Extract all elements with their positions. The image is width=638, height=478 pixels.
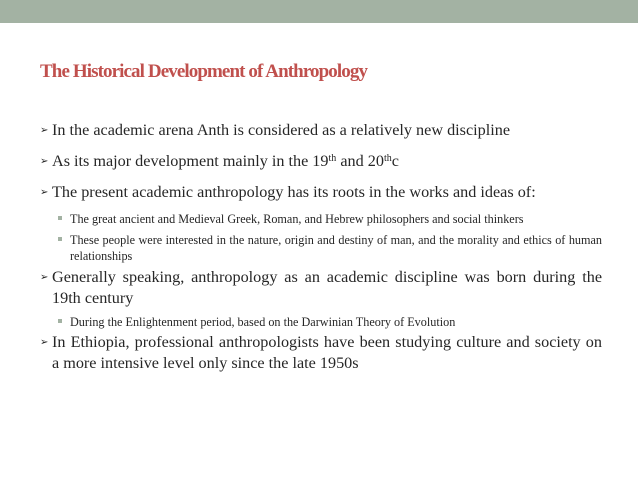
arrow-bullet-icon: ➢ [40, 337, 49, 348]
arrow-bullet-icon: ➢ [40, 156, 49, 167]
bullet-academic-arena [40, 120, 602, 141]
bullet-major-development [40, 151, 602, 172]
arrow-bullet-icon: ➢ [40, 125, 49, 136]
bullet-text-part: As its major development mainly in the 19 [52, 152, 329, 170]
bullet-text: The present academic anthropology has its roots in the works and ideas of: [52, 183, 536, 201]
sub-bullet-interested [70, 232, 602, 264]
bullet-text: Generally speaking, anthropology as an academic discipline was born during the 19th century [52, 268, 602, 307]
bullet-generally-speaking [40, 267, 602, 309]
bullet-text-part: and 20 [336, 152, 384, 170]
bullet-text-part: c [391, 152, 399, 170]
sub-bullet-philosophers [70, 211, 602, 227]
arrow-bullet-icon: ➢ [40, 272, 49, 283]
bullet-text: In Ethiopia, professional anthropologists have been studying culture and society on a more intensive level only since the late 1950s [52, 333, 602, 372]
bullet-ethiopia [40, 332, 602, 374]
slide-title: The Historical Development of Anthropology [40, 61, 368, 82]
arrow-bullet-icon: ➢ [40, 187, 49, 198]
slide-content [40, 120, 602, 374]
bullet-present-academic [40, 182, 602, 203]
sub-bullet-text: The great ancient and Medieval Greek, Roman, and Hebrew philosophers and social thinkers [70, 212, 524, 226]
square-bullet-icon [58, 319, 62, 323]
top-accent-band [0, 0, 638, 23]
square-bullet-icon [58, 216, 62, 220]
square-bullet-icon [58, 237, 62, 241]
superscript-th: th [383, 153, 392, 164]
sub-bullet-text: During the Enlightenment period, based on the Darwinian Theory of Evolution [70, 315, 456, 329]
sub-bullet-enlightenment [70, 314, 602, 330]
superscript-th: th [328, 153, 337, 164]
bullet-text: In the academic arena Anth is considered as a relatively new discipline [52, 121, 511, 139]
sub-bullet-text: These people were interested in the nature, origin and destiny of man, and the morality and ethics of human relationships [70, 233, 602, 263]
